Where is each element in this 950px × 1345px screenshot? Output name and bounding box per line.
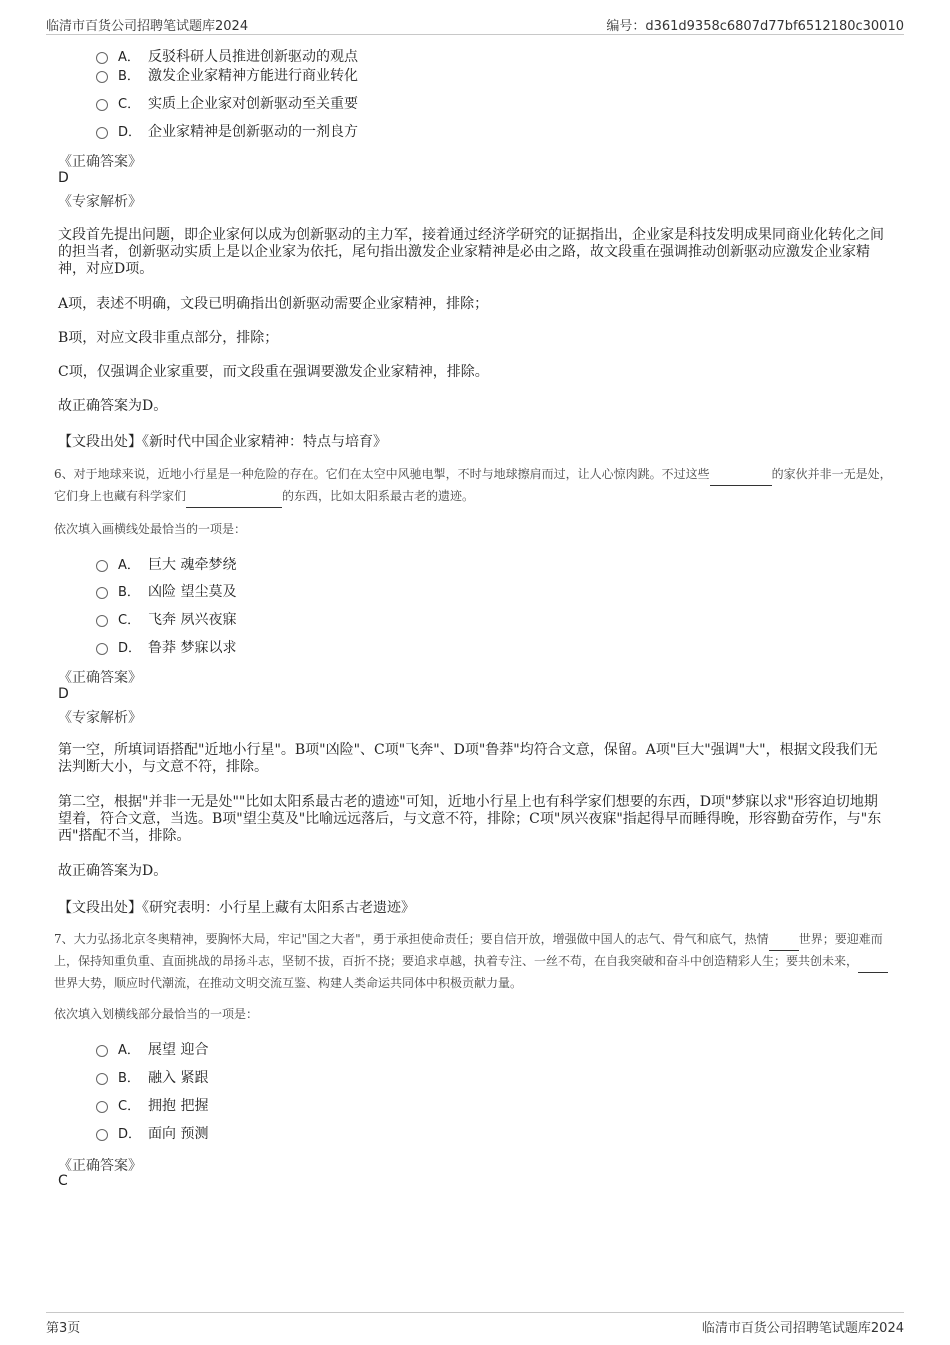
fill-blank	[858, 951, 888, 973]
radio-icon[interactable]	[96, 71, 108, 83]
radio-icon[interactable]	[96, 1129, 108, 1141]
fill-blank	[769, 929, 799, 951]
document-id: 编号：d361d9358c6807d77bf6512180c30010	[606, 19, 904, 34]
radio-icon[interactable]	[96, 587, 108, 599]
analysis-paragraph: 文段首先提出问题，即企业家何以成为创新驱动的主力军，接着通过经济学研究的证据指出，企业家是科技发明成果同商业化转化之间的担当者，创新驱动实质上是以企业家为依托，尾句指出激发企业家精神是必由之路，故文段重在强调推动创新驱动应激发企业家精神，对应D项。	[58, 227, 884, 277]
radio-icon[interactable]	[96, 1073, 108, 1085]
q7-option-b[interactable]: B． 融入 紧跟	[96, 1068, 208, 1088]
q5-option-a[interactable]: A． 反驳科研人员推进创新驱动的观点	[96, 47, 358, 67]
radio-icon[interactable]	[96, 99, 108, 111]
page-header	[46, 12, 904, 35]
question-instruction: 依次填入画横线处最恰当的一项是：	[54, 522, 247, 536]
fill-blank	[186, 486, 282, 508]
fill-blank	[710, 464, 772, 486]
question-text: 6、对于地球来说，近地小行星是一种危险的存在。它们在太空中风驰电掣，不时与地球擦肩而过，让人心惊肉跳。不过这些 的家伙并非一无是处，它们身上也藏有科学家们 的东西，比如太阳系最古老的遗迹。	[54, 464, 896, 508]
radio-icon[interactable]	[96, 560, 108, 572]
answer-label: 《正确答案》	[58, 154, 142, 170]
analysis-conclusion: 故正确答案为D。	[58, 398, 168, 414]
analysis-paragraph: 第二空，根据"并非一无是处""比如太阳系最古老的遗迹"可知，近地小行星上也有科学家们想要的东西，D项"梦寐以求"形容迫切地期望着，符合文意，当选。B项"望尘莫及"比喻远远落后，与文意不符，排除；C项"夙兴夜寐"指起得早而睡得晚，形容勤奋劳作，与"东西"搭配不当，排除。	[58, 794, 882, 844]
analysis-paragraph: A项，表述不明确，文段已明确指出创新驱动需要企业家精神，排除；	[58, 296, 489, 312]
q6-option-a[interactable]: A． 巨大 魂牵梦绕	[96, 555, 236, 575]
answer-label: 《正确答案》	[58, 670, 142, 686]
radio-icon[interactable]	[96, 615, 108, 627]
answer-label: 《正确答案》	[58, 1158, 142, 1174]
radio-icon[interactable]	[96, 127, 108, 139]
analysis-conclusion: 故正确答案为D。	[58, 863, 168, 879]
answer-value: C	[58, 1173, 68, 1189]
analysis-label: 《专家解析》	[58, 710, 142, 726]
q7-option-c[interactable]: C． 拥抱 把握	[96, 1096, 208, 1116]
analysis-label: 《专家解析》	[58, 194, 142, 210]
radio-icon[interactable]	[96, 1101, 108, 1113]
q6-option-c[interactable]: C． 飞奔 夙兴夜寐	[96, 610, 236, 630]
q6-option-d[interactable]: D． 鲁莽 梦寐以求	[96, 638, 236, 658]
footer-title: 临清市百货公司招聘笔试题库2024	[701, 1321, 904, 1336]
source-citation: 【文段出处】《研究表明：小行星上藏有太阳系古老遗迹》	[58, 900, 415, 916]
source-citation: 【文段出处】《新时代中国企业家精神：特点与培育》	[58, 434, 387, 450]
q7-option-a[interactable]: A． 展望 迎合	[96, 1040, 208, 1060]
radio-icon[interactable]	[96, 643, 108, 655]
analysis-paragraph: C项，仅强调企业家重要，而文段重在强调要激发企业家精神，排除。	[58, 364, 489, 380]
answer-value: D	[58, 686, 69, 702]
q7-option-d[interactable]: D． 面向 预测	[96, 1124, 208, 1144]
radio-icon[interactable]	[96, 1045, 108, 1057]
q6-option-b[interactable]: B． 凶险 望尘莫及	[96, 582, 236, 602]
question-instruction: 依次填入划横线部分最恰当的一项是：	[54, 1007, 259, 1021]
question-text: 7、大力弘扬北京冬奥精神，要胸怀大局，牢记"国之大者"，勇于承担使命责任；要自信开放，增强做中国人的志气、骨气和底气，热情 世界；要迎难而上，保持知重负重、直面挑战的昂扬斗志，坚韧不拔，百折不挠；要追求卓越，执着专注、一丝不苟，在自我突破和奋斗中创造精彩人生；要共创未来， 世界大势，顺应时代潮流，在推动文明交流互鉴、构建人类命运共同体中积极贡献力量。	[54, 929, 896, 994]
analysis-paragraph: 第一空，所填词语搭配"近地小行星"。B项"凶险"、C项"飞奔"、D项"鲁莽"均符合文意，保留。A项"巨大"强调"大"，根据文段我们无法判断大小，与文意不符，排除。	[58, 742, 878, 775]
q5-option-c[interactable]: C． 实质上企业家对创新驱动至关重要	[96, 94, 358, 114]
analysis-paragraph: B项，对应文段非重点部分，排除；	[58, 330, 279, 346]
page-number: 第3页	[46, 1321, 81, 1336]
q5-option-b[interactable]: B． 激发企业家精神方能进行商业转化	[96, 66, 358, 86]
header-title: 临清市百货公司招聘笔试题库2024	[46, 19, 249, 34]
radio-icon[interactable]	[96, 52, 108, 64]
q5-option-d[interactable]: D． 企业家精神是创新驱动的一剂良方	[96, 122, 358, 142]
answer-value: D	[58, 170, 69, 186]
page-footer	[46, 1312, 904, 1335]
